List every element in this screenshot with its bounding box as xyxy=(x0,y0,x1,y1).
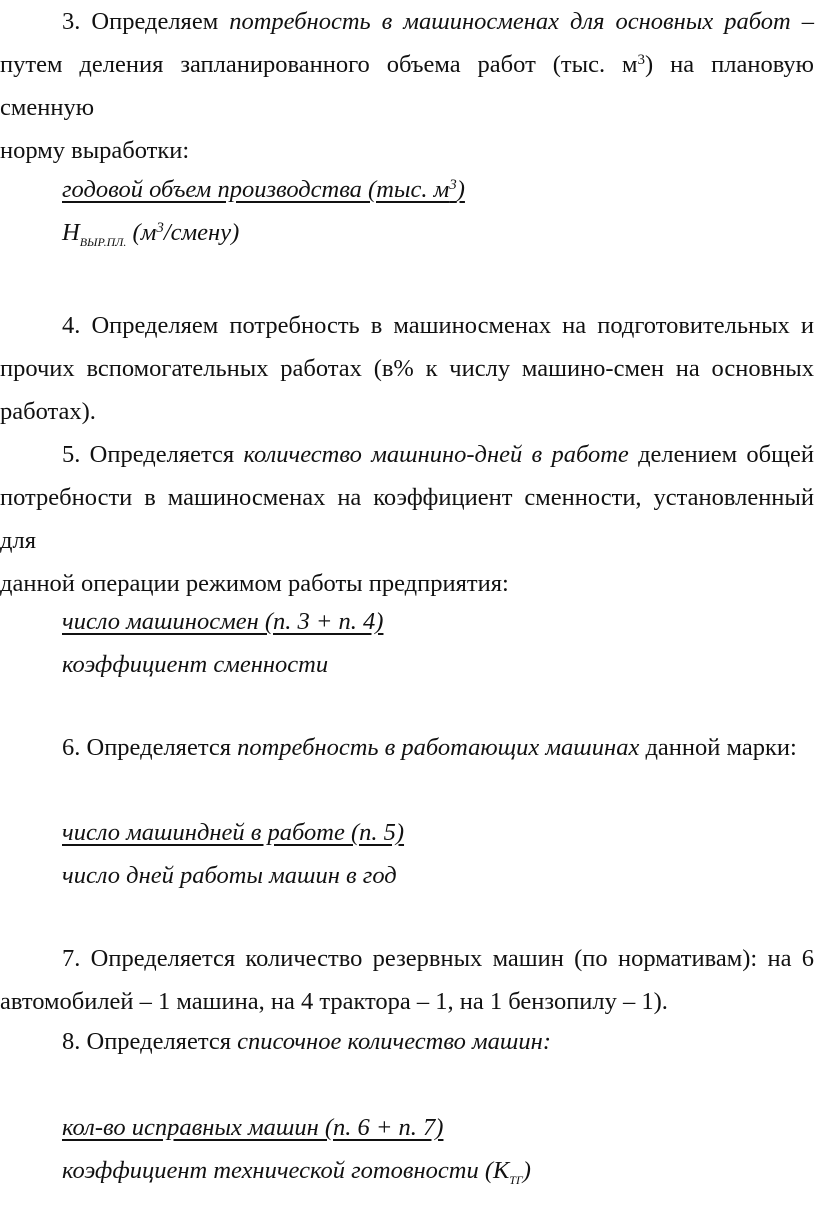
formula-3-denominator-sub: ВЫР.ПЛ. xyxy=(79,235,127,249)
paragraph-5-line-1 xyxy=(0,433,814,476)
formula-3 xyxy=(62,168,465,254)
formula-3-denominator-symbol: Н xyxy=(62,219,80,246)
formula-8-denominator-sub: ТГ xyxy=(509,1173,523,1187)
paragraph-3-superscript: 3 xyxy=(637,52,646,68)
formula-8-denominator xyxy=(62,1149,531,1192)
formula-5-denominator: коэффициент сменности xyxy=(62,651,329,678)
formula-8-denominator-text: коэффициент технической готовности (К xyxy=(62,1157,510,1184)
formula-3-numerator-text: годовой объем производства (тыс. м xyxy=(62,176,450,203)
paragraph-6-emphasis: потребность в работающих машинах xyxy=(237,734,640,761)
formula-5 xyxy=(62,600,383,686)
paragraph-8-text-a: 8. Определяется xyxy=(62,1028,238,1055)
paragraph-4-line-3: работах). xyxy=(0,398,96,425)
paragraph-7-line-1: 7. Определяется количество резервных машин (по нормативам): на 6 xyxy=(62,945,814,972)
paragraph-5-text-b: делением общей xyxy=(628,441,814,468)
formula-6-denominator: число дней работы машин в год xyxy=(62,862,397,889)
paragraph-5-line-2: потребности в машиносменах на коэффициент сменности, установленный для xyxy=(0,484,814,554)
formula-3-denominator xyxy=(62,211,465,254)
paragraph-8 xyxy=(0,1020,814,1063)
formula-5-numerator: число машиносмен (п. 3 + п. 4) xyxy=(62,608,384,635)
paragraph-6 xyxy=(0,726,814,769)
paragraph-8-line-1 xyxy=(0,1020,814,1063)
formula-6 xyxy=(62,811,404,897)
paragraph-3-line-3: норму выработки: xyxy=(0,137,190,164)
formula-3-denominator-unit-a: (м xyxy=(126,219,157,246)
formula-3-denominator-unit-b: /смену) xyxy=(163,219,240,246)
paragraph-3 xyxy=(0,0,814,172)
paragraph-6-text-a: 6. Определяется xyxy=(62,734,238,761)
paragraph-3-line-1 xyxy=(0,0,814,43)
paragraph-7 xyxy=(0,937,814,1023)
paragraph-5-text-a: 5. Определяется xyxy=(62,441,244,468)
paragraph-6-line-1 xyxy=(0,726,814,769)
paragraph-5 xyxy=(0,433,814,605)
paragraph-5-emphasis: количество машнино-дней в работе xyxy=(243,441,629,468)
paragraph-3-emphasis: потребность в машиносменах для основных работ xyxy=(229,8,791,35)
paragraph-7-line-2: автомобилей – 1 машина, на 4 трактора – 1, на 1 бензопилу – 1). xyxy=(0,988,668,1015)
formula-8 xyxy=(62,1106,531,1192)
formula-8-denominator-close: ) xyxy=(522,1157,531,1184)
formula-3-numerator-sup: 3 xyxy=(449,177,457,193)
paragraph-5-line-3: данной операции режимом работы предприятия: xyxy=(0,570,509,597)
paragraph-3-line-2 xyxy=(0,43,814,129)
paragraph-4-line-1: 4. Определяем потребность в машиносменах на подготовительных и xyxy=(62,312,814,339)
paragraph-8-emphasis: списочное количество машин: xyxy=(237,1028,551,1055)
paragraph-3-text-a: путем деления запланированного объема работ (тыс. м xyxy=(0,51,638,78)
paragraph-4-line-2: прочих вспомогательных работах (в% к числу машино-смен на основных xyxy=(0,355,814,382)
paragraph-3-number: 3. Определяем xyxy=(62,8,230,35)
paragraph-4 xyxy=(0,304,814,433)
formula-3-numerator xyxy=(62,168,465,211)
formula-8-numerator: кол-во исправных машин (п. 6 + п. 7) xyxy=(62,1114,444,1141)
formula-3-denominator-sup: 3 xyxy=(156,220,164,236)
formula-3-numerator-close: ) xyxy=(456,176,465,203)
paragraph-6-text-b: данной марки: xyxy=(639,734,797,761)
paragraph-3-text-b: ) на плановую сменную xyxy=(0,51,814,121)
paragraph-3-dash: – xyxy=(790,8,814,35)
formula-6-numerator: число машиндней в работе (п. 5) xyxy=(62,819,405,846)
